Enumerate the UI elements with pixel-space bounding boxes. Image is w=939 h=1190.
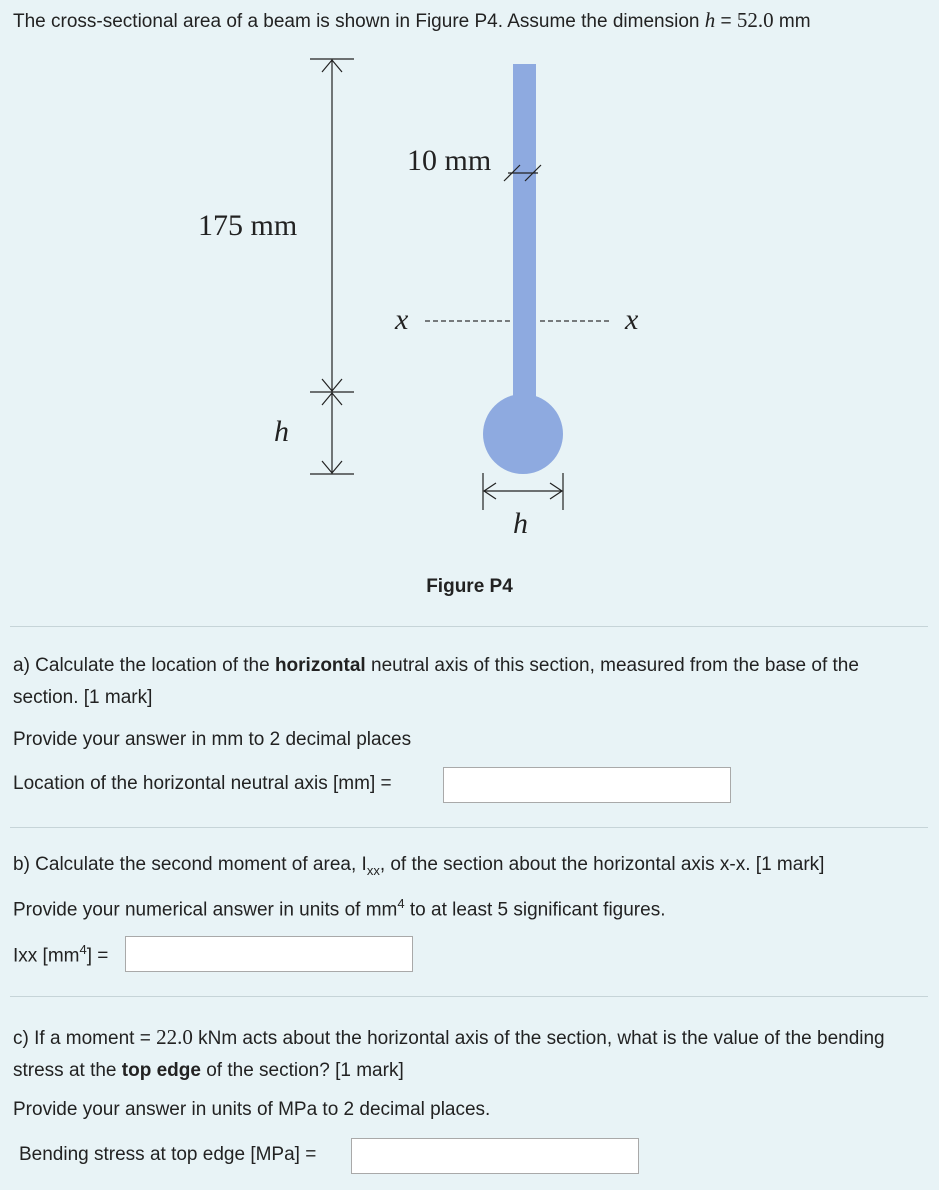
dimension-h-horizontal — [483, 473, 563, 510]
divider — [10, 626, 928, 627]
dimension-h-vertical — [310, 392, 354, 474]
label-10mm: 10 mm — [407, 144, 492, 177]
label-h-left: h — [274, 415, 289, 448]
question-c-instruction: Provide your answer in units of MPa to 2 decimal places. — [13, 1099, 491, 1120]
divider — [10, 827, 928, 828]
dimension-175mm — [310, 59, 354, 392]
second-moment-input[interactable] — [125, 936, 413, 972]
neutral-axis-input[interactable] — [443, 767, 731, 803]
bending-stress-input[interactable] — [351, 1138, 639, 1174]
figure-caption: Figure P4 — [426, 576, 513, 597]
axis-label-left: x — [395, 303, 409, 336]
question-c: c) If a moment = 22.0 kNm acts about the horizontal axis of the section, what is the value of the bending stress at the top edge of the section? [1 mark] — [13, 1025, 885, 1081]
divider — [10, 996, 928, 997]
beam-bulb — [483, 394, 563, 474]
question-a-instruction: Provide your answer in mm to 2 decimal places — [13, 729, 412, 750]
intro-text: The cross-sectional area of a beam is shown in Figure P4. Assume the dimension h = 52.0 mm — [13, 8, 811, 32]
figure-p4 — [0, 40, 939, 570]
question-c-label: Bending stress at top edge [MPa] = — [19, 1144, 317, 1165]
label-175mm: 175 mm — [198, 209, 298, 242]
question-b-label: Ixx $[mm^4]$ = — [13, 942, 109, 967]
question-a: a) Calculate the location of the horizontal neutral axis of this section, measured from the base of the section. [1 mark] — [13, 655, 859, 708]
beam-web — [513, 64, 536, 404]
question-b-instruction: Provide your numerical answer in units of $mm^4$ to at least 5 significant figures. — [13, 896, 666, 921]
label-h-bottom: h — [513, 507, 528, 540]
axis-label-right: x — [625, 303, 639, 336]
question-a-label: Location of the horizontal neutral axis [mm] = — [13, 773, 392, 794]
question-b: b) Calculate the second moment of area, $I_{xx}$, of the section about the horizontal axis x-x. [1 mark] — [13, 854, 825, 878]
